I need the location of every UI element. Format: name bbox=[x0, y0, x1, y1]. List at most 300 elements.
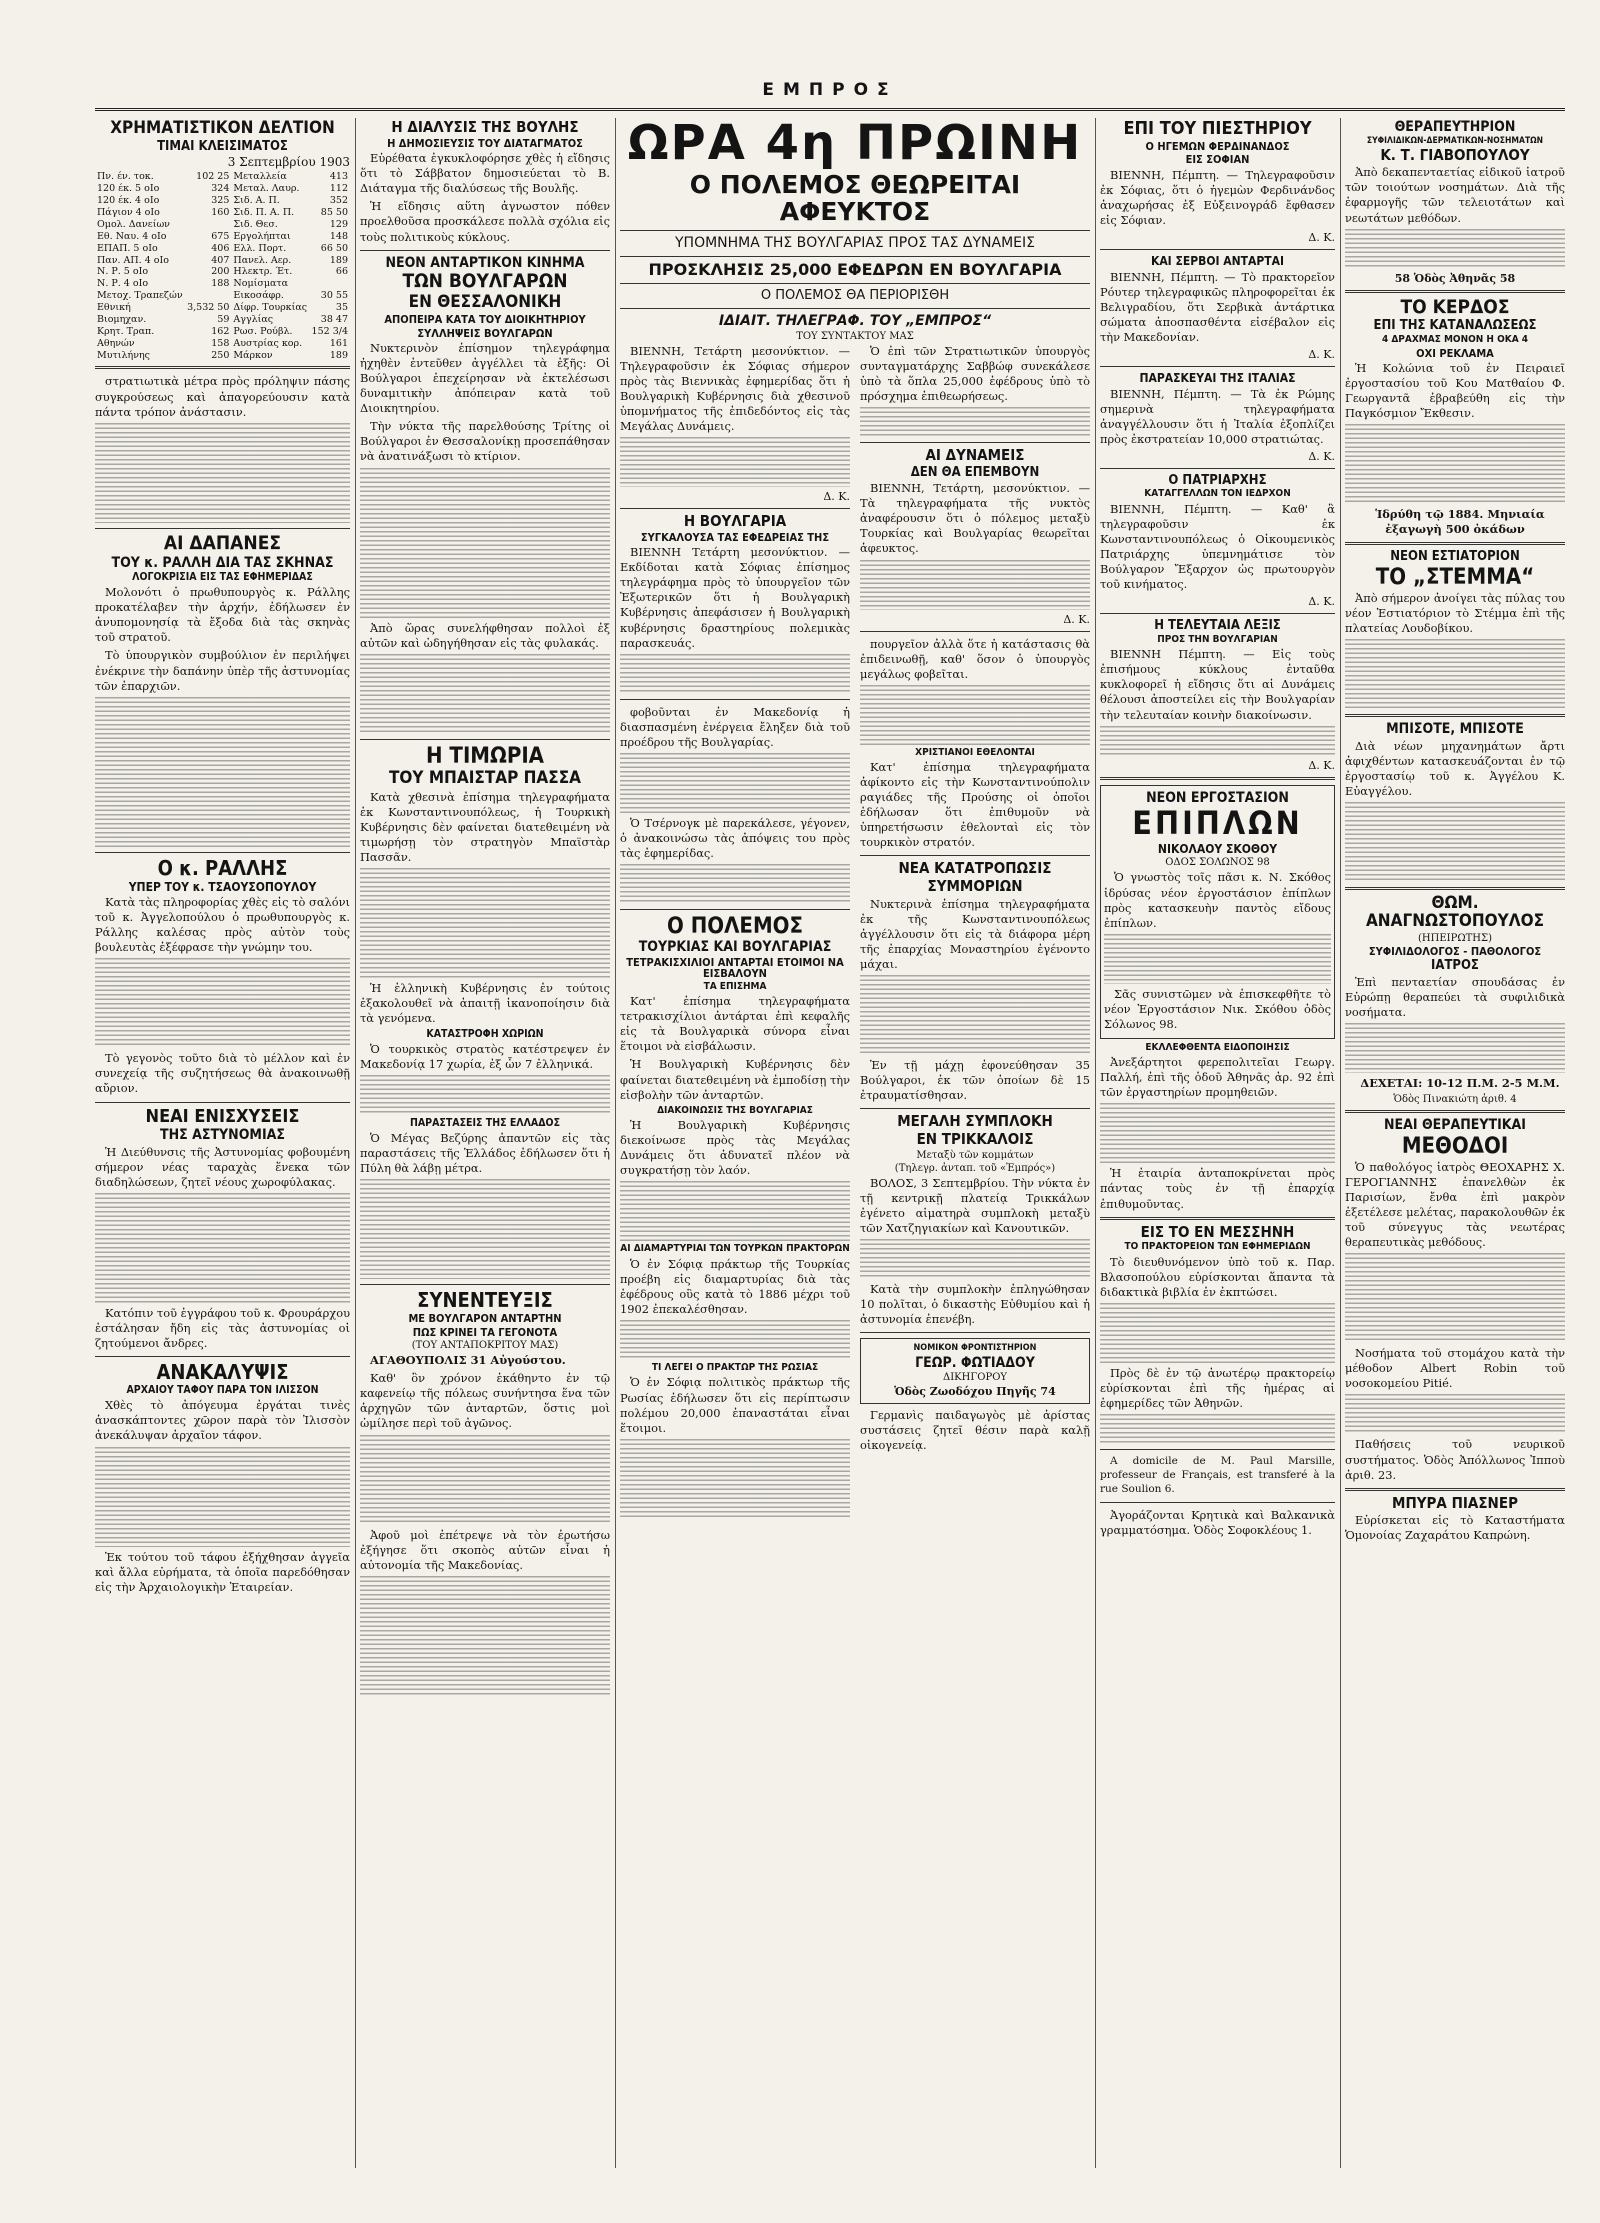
illegible-text bbox=[620, 654, 850, 694]
rate-cell: 325 bbox=[211, 195, 230, 207]
illegible-text bbox=[860, 560, 1090, 610]
article-heading: ΝΕΟΝ ΑΝΤΑΡΤΙΚΟΝ ΚΙΝΗΜΑ bbox=[385, 254, 585, 271]
divider bbox=[1345, 887, 1565, 890]
article-subheading: Μεταξὺ τῶν κομμάτων bbox=[916, 1149, 1034, 1161]
illegible-text bbox=[860, 685, 1090, 745]
article-heading: Η ΤΕΛΕΥΤΑΙΑ ΛΕΞΙΣ bbox=[1154, 618, 1281, 634]
illegible-text bbox=[1345, 1253, 1565, 1343]
rate-cell: 152 3/4 bbox=[311, 325, 348, 337]
ad-heading: ΜΕΘΟΔΟΙ bbox=[1401, 1133, 1509, 1159]
article-text: Κατ' ἐπίσημα τηλεγραφήματα ἀφίκοντο εἰς τὴν Κωνσταντινούπολιν ραγιάδες τῆς Προύσης οἱ ὁποῖοι ἐδήλωσαν ὅτι ἐπιθυμοῦν νὰ ὑπηρετήσωσιν ἐθελονταὶ εἰς τὸν τουρκικὸν στρατόν. bbox=[860, 760, 1090, 850]
column-rule bbox=[1095, 118, 1096, 2168]
rate-cell: 189 bbox=[329, 254, 348, 266]
article-text: Τὸ ὑπουργικὸν συμβούλιον ἐν περιλήψει ἐνέκρινε τὴν δαπάνην ὑπὲρ τῆς ἀστυνομίας τῶν ἐπαρχιῶν. bbox=[95, 648, 350, 693]
illegible-text bbox=[95, 958, 350, 1048]
divider bbox=[360, 1284, 610, 1285]
article-text: Ὁ ἐν Σόφιᾳ πολιτικὸς πράκτωρ τῆς Ρωσίας ἐδήλωσεν ὅτι εἰς περίπτωσιν πολέμου 20,000 ἐπαναστάται εἶναι ἕτοιμοι. bbox=[620, 1375, 850, 1435]
illegible-text bbox=[360, 1435, 610, 1525]
divider bbox=[1345, 542, 1565, 545]
rate-cell: 59 bbox=[217, 313, 230, 325]
article-text: ΒΙΕΝΝΗ, Πέμπτη. — Τηλεγραφοῦσιν ἐκ Σόφιας, ὅτι ὁ ἡγεμὼν Φερδινάνδος ἀναχωρήσας ἐξ Εὐξεινογράδ ἔφθασεν εἰς Σόφιαν. bbox=[1100, 167, 1335, 228]
rate-row bbox=[95, 219, 350, 231]
rate-cell: 35 bbox=[335, 302, 348, 314]
divider bbox=[1100, 1449, 1335, 1450]
illegible-text bbox=[95, 1193, 350, 1303]
illegible-text bbox=[1345, 802, 1565, 882]
rate-row bbox=[95, 255, 350, 267]
article-heading: Ο κ. ΡΑΛΛΗΣ bbox=[157, 855, 288, 880]
ad-address: ΟΔΟΣ ΣΟΛΩΝΟΣ 98 bbox=[1165, 857, 1270, 869]
divider bbox=[1100, 777, 1335, 780]
article-heading: ΤΩΝ ΒΟΥΛΓΑΡΩΝ bbox=[402, 270, 568, 293]
divider bbox=[95, 1356, 350, 1357]
rate-cell: 250 bbox=[211, 349, 230, 361]
illegible-text bbox=[360, 1075, 610, 1115]
article-text: Γερμανὶς παιδαγωγὸς μὲ ἀρίστας συστάσεις ζητεῖ θέσιν παρὰ καλῇ οἰκογενείᾳ. bbox=[860, 1408, 1090, 1453]
illegible-text bbox=[620, 1320, 850, 1360]
rate-cell: 3,532 50 bbox=[187, 302, 230, 314]
rate-cell: Κρητ. Τραπ. bbox=[97, 325, 155, 337]
article-subheading: ΤΟ ΠΡΑΚΤΟΡΕΙΟΝ ΤΩΝ ΕΦΗΜΕΡΙΔΩΝ bbox=[1124, 1241, 1311, 1253]
illegible-text bbox=[620, 1181, 850, 1241]
rate-cell: Μυτιλήνης bbox=[97, 349, 150, 361]
illegible-text bbox=[1345, 424, 1565, 504]
rate-cell: 160 bbox=[211, 207, 230, 219]
article-text: Μολονότι ὁ πρωθυπουργὸς κ. Ράλλης προκατέλαβεν τὴν ἀρχήν, ἐδήλωσεν ἐν ἀνυπομονησίᾳ τὰ ἔξοδα διὰ τὰς σκηνὰς τοῦ στρατοῦ. bbox=[95, 585, 350, 645]
article-heading: ΕΠΙ ΤΟΥ ΠΙΕΣΤΗΡΙΟΥ bbox=[1123, 118, 1312, 139]
rate-cell: Ν. Ρ. 5 οΙο bbox=[97, 266, 149, 278]
article-subheading: ΣΥΛΛΗΨΕΙΣ ΒΟΥΛΓΑΡΩΝ bbox=[417, 326, 553, 340]
advertisement bbox=[860, 1338, 1090, 1404]
signature: Δ. Κ. bbox=[1308, 595, 1335, 609]
lead-left-column bbox=[620, 344, 850, 1522]
illegible-text bbox=[1100, 1414, 1335, 1444]
article-subheading: ΤΟΥ κ. ΡΑΛΛΗ ΔΙΑ ΤΑΣ ΣΚΗΝΑΣ bbox=[111, 554, 334, 571]
rate-row bbox=[95, 290, 350, 302]
rate-row bbox=[95, 338, 350, 350]
ad-subheading: ΣΥΦΙΛΙΔΙΚΩΝ-ΔΕΡΜΑΤΙΚΩΝ-ΝΟΣΗΜΑΤΩΝ bbox=[1366, 135, 1544, 146]
divider bbox=[620, 508, 850, 509]
ad-heading: ΝΕΟΝ ΕΡΓΟΣΤΑΣΙΟΝ bbox=[1146, 789, 1289, 806]
rate-cell: Ν. Ρ. 4 οΙο bbox=[97, 278, 149, 290]
rate-cell: 407 bbox=[211, 254, 230, 266]
rate-cell: Ομολ. Δανείων bbox=[97, 218, 170, 230]
article-text: Νυκτερινὰ ἐπίσημα τηλεγραφήματα ἐκ τῆς Κωνσταντινουπόλεως ἀγγέλλουσιν ὅτι εἰς τὰ διάφορα μέρη τῆς ἐπαρχίας Μοναστηρίου ἐγένοντο μάχαι. bbox=[860, 896, 1090, 972]
illegible-text bbox=[360, 654, 610, 734]
divider bbox=[860, 442, 1090, 443]
ad-heading: ΝΕΑΙ ΘΕΡΑΠΕΥΤΙΚΑΙ bbox=[1384, 1117, 1526, 1134]
column-2 bbox=[360, 118, 610, 2168]
illegible-text bbox=[620, 753, 850, 813]
rate-cell: 30 55 bbox=[320, 290, 348, 302]
rate-cell: 188 bbox=[211, 278, 230, 290]
rate-cell: Νομίσματα bbox=[233, 278, 289, 290]
divider bbox=[95, 1102, 350, 1103]
article-heading: Ο ΠΟΛΕΜΟΣ bbox=[667, 913, 803, 939]
rate-cell: Σιδ. Π. Α. Π. bbox=[233, 207, 295, 219]
ad-address: Ὁδὸς Ζωοδόχου Πηγῆς 74 bbox=[894, 1385, 1056, 1399]
article-text: Ὁ Μέγας Βεζύρης ἀπαντῶν εἰς τὰς παραστάσεις τῆς Ἑλλάδος ἐδήλωσεν ὅτι ἡ Πύλη θὰ λάβῃ μέτρα. bbox=[360, 1131, 610, 1176]
rate-row bbox=[95, 326, 350, 338]
illegible-text bbox=[1100, 726, 1335, 756]
column-rule bbox=[615, 118, 616, 2168]
rate-cell: 66 bbox=[335, 266, 348, 278]
illegible-text bbox=[360, 468, 610, 618]
article-text: ΒΙΕΝΝΗ, Πέμπτη. — Τὰ ἐκ Ρώμης σημερινὰ τηλεγραφήματα ἀναγγέλλουσιν ὅτι ἡ Ἰταλία ἐξοπλίζει πρὸς ἐκστρατείαν 10,000 στρατιώτας. bbox=[1100, 386, 1335, 446]
article-text: Χθὲς τὸ ἀπόγευμα ἐργάται τινὲς ἀνασκάπτοντες χῶρον παρὰ τὸν Ἰλισσὸν ἀνεκάλυψαν ἀρχαῖον τάφον. bbox=[95, 1398, 350, 1443]
rate-cell: 324 bbox=[211, 183, 230, 195]
divider bbox=[620, 256, 1090, 257]
rate-cell: Εργολήπται bbox=[233, 230, 291, 242]
byline: (Τηλεγρ. ἀνταπ. τοῦ «Ἐμπρός») bbox=[894, 1162, 1056, 1174]
telegram-heading: ΙΔΙΑΙΤ. ΤΗΛΕΓΡΑΦ. ΤΟΥ „ΕΜΠΡΟΣ“ bbox=[718, 313, 992, 330]
illegible-text bbox=[620, 864, 850, 904]
rate-cell: 161 bbox=[329, 337, 348, 349]
article-text: Ἡ Βουλγαρικὴ Κυβέρνησις διεκοίνωσε πρὸς τὰς Μεγάλας Δυνάμεις ὅτι ἀδυνατεῖ πλέον νὰ συγκρατήσῃ τὸν λαόν. bbox=[620, 1118, 850, 1178]
article-subheading: ΚΑΤΑΓΓΕΛΛΩΝ ΤΟΝ ΙΕΔΡΧΟΝ bbox=[1144, 488, 1291, 500]
ad-text: Ἱδρύθη τῷ 1884. Μηνιαία ἐξαγωγὴ 500 ὀκάδων bbox=[1375, 507, 1545, 537]
rate-cell: Αυστρίας κορ. bbox=[233, 337, 303, 349]
article-subheading: ΕΙΣ ΣΟΦΙΑΝ bbox=[1185, 153, 1250, 167]
rate-cell: ΕΠΑΠ. 5 οΙο bbox=[97, 242, 158, 254]
article-text: Κατὰ τὰς πληροφορίας χθὲς εἰς τὸ σαλόνι τοῦ κ. Ἀγγελοπούλου ὁ πρωθυπουργὸς κ. Ράλλης καλέσας πρὸς αὐτὸν τοὺς βουλευτὰς ἐξέφρασε τὴν γνώμην του. bbox=[95, 895, 350, 955]
article-subheading: ΧΡΙΣΤΙΑΝΟΙ ΕΘΕΛΟΝΤΑΙ bbox=[915, 746, 1035, 758]
article-text: Ὁ τουρκικὸς στρατὸς κατέστρεψεν ἐν Μακεδονίᾳ 17 χωρία, ἐξ ὧν 7 ἐλληνικά. bbox=[360, 1041, 610, 1071]
article-text: Καθ' ὃν χρόνον ἐκάθηντο ἐν τῷ καφενείῳ τῆς πόλεως συνήντησα ἕνα τῶν ἀρχηγῶν τῶν ἀνταρτῶν, ὅστις μοὶ ὡμίλησε περὶ τοῦ ἀγῶνος. bbox=[360, 1371, 610, 1431]
rate-cell: 112 bbox=[329, 183, 348, 195]
lead-article-columns bbox=[620, 344, 1090, 1522]
illegible-text bbox=[360, 1179, 610, 1279]
article-subheading: ΤΕΤΡΑΚΙΣΧΙΛΙΟΙ ΑΝΤΑΡΤΑΙ ΕΤΟΙΜΟΙ ΝΑ ΕΙΣΒΑΛΟΥΝ bbox=[626, 955, 844, 981]
article-subheading: ΣΥΓΚΑΛΟΥΣΑ ΤΑΣ ΕΦΕΔΡΕΙΑΣ ΤΗΣ bbox=[640, 530, 830, 544]
illegible-text bbox=[620, 437, 850, 487]
divider bbox=[95, 366, 350, 369]
rate-cell: Παν. ΑΠ. 4 οΙο bbox=[97, 254, 169, 266]
rate-cell: Ηλεκτρ. Έτ. bbox=[233, 266, 293, 278]
rate-cell bbox=[309, 278, 350, 290]
ad-heading: ΕΠΙΠΛΩΝ bbox=[1132, 804, 1303, 843]
article-text: Ἀγοράζονται Κρητικὰ καὶ Βαλκανικὰ γραμματόσημα. Ὁδὸς Σοφοκλέους 1. bbox=[1100, 1507, 1335, 1537]
divider bbox=[1100, 1502, 1335, 1503]
signature: Δ. Κ. bbox=[823, 489, 850, 503]
article-text: Τὴν νύκτα τῆς παρελθούσης Τρίτης οἱ Βούλγαροι ἐν Θεσσαλονίκῃ προσεπάθησαν νὰ ἀνατινάξωσι τὸ κτίριον. bbox=[360, 419, 610, 464]
illegible-text bbox=[860, 1239, 1090, 1279]
illegible-text bbox=[95, 1447, 350, 1547]
article-heading: ΠΑΡΑΣΚΕΥΑΙ ΤΗΣ ΙΤΑΛΙΑΣ bbox=[1139, 371, 1296, 385]
article-subheading: ΤΗΣ ΑΣΤΥΝΟΜΙΑΣ bbox=[159, 1127, 285, 1144]
article-text: Τὸ διευθυνόμενον ὑπὸ τοῦ κ. Παρ. Βλασοπούλου εὑρίσκονται ἅπαντα τὰ διδακτικὰ βιβλία ἐν ἐκπτώσει. bbox=[1100, 1254, 1335, 1299]
rate-cell: Δίφρ. Τουρκίας bbox=[233, 302, 308, 314]
article-subheading: ΚΑΤΑΣΤΡΟΦΗ ΧΩΡΙΩΝ bbox=[426, 1027, 544, 1040]
finance-subheading: ΤΙΜΑΙ ΚΛΕΙΣΙΜΑΤΟΣ bbox=[157, 138, 288, 154]
article-subheading: ΑΙ ΔΙΑΜΑΡΤΥΡΙΑΙ ΤΩΝ ΤΟΥΡΚΩΝ ΠΡΑΚΤΟΡΩΝ bbox=[620, 1243, 850, 1255]
rate-cell: 406 bbox=[211, 242, 230, 254]
divider bbox=[1100, 468, 1335, 469]
article-heading: ΕΝ ΘΕΣΣΑΛΟΝΙΚΗ bbox=[408, 292, 562, 313]
ad-heading: Κ. Τ. ΓΙΑΒΟΠΟΥΛΟΥ bbox=[1380, 145, 1530, 164]
illegible-text bbox=[1104, 934, 1331, 984]
article-subheading: ΤΙ ΛΕΓΕΙ Ο ΠΡΑΚΤΩΡ ΤΗΣ ΡΩΣΙΑΣ bbox=[651, 1361, 819, 1373]
article-heading: ΜΕΓΑΛΗ ΣΥΜΠΛΟΚΗ bbox=[897, 1112, 1053, 1131]
illegible-text bbox=[1345, 229, 1565, 269]
finance-date: 3 Σεπτεμβρίου 1903 bbox=[227, 155, 350, 170]
article-text: Ὁ Τσέρνογκ μὲ παρεκάλεσε, γέγονεν, ὁ ἀνακοινώσω τὰς ἀπόψεις του πρὸς τὰς ἐφημερίδας. bbox=[620, 815, 850, 860]
article-heading: Ο ΠΑΤΡΙΑΡΧΗΣ bbox=[1168, 472, 1267, 488]
article-subheading: ΑΠΟΠΕΙΡΑ ΚΑΤΑ ΤΟΥ ΔΙΟΙΚΗΤΗΡΙΟΥ bbox=[384, 313, 586, 327]
rate-cell: Εθ. Ναυ. 4 οΙο bbox=[97, 230, 167, 242]
divider bbox=[620, 909, 850, 910]
divider bbox=[95, 852, 350, 853]
rate-row bbox=[95, 302, 350, 314]
rate-row bbox=[95, 266, 350, 278]
article-heading: Η ΤΙΜΩΡΙΑ bbox=[425, 743, 544, 769]
illegible-text bbox=[360, 1576, 610, 1696]
article-text: πουργεῖον ἀλλὰ ὅτε ἡ κατάστασις θὰ ἐπιδεινωθῇ, καθ' ὅσον ὁ ὑπουργὸς μεγάλως φοβεῖται. bbox=[860, 636, 1090, 681]
rate-cell: 102 25 bbox=[196, 171, 230, 183]
article-text: Ἀπὸ ὥρας συνελήφθησαν πολλοὶ ἐξ αὐτῶν καὶ ὡδηγήθησαν εἰς τὰς φυλακάς. bbox=[360, 620, 610, 650]
article-heading: ΣΥΜΜΟΡΙΩΝ bbox=[927, 877, 1023, 896]
article-text: Ἡ Διεύθυνσις τῆς Ἀστυνομίας φοβουμένη σήμερον νέας ταραχὰς ἕνεκα τῶν διαδηλώσεων, ζητεῖ νέους χωροφύλακας. bbox=[95, 1145, 350, 1190]
article-text: Τὸ γεγονὸς τοῦτο διὰ τὸ μέλλον καὶ ἐν συνεχείᾳ τῆς συζητήσεως θὰ ἀνακοινωθῇ αὔριον. bbox=[95, 1051, 350, 1096]
ad-text: Ἐπὶ πενταετίαν σπουδάσας ἐν Εὐρώπῃ θεραπεύει τὰ συφιλιδικὰ νοσήματα. bbox=[1345, 975, 1565, 1020]
article-text: φοβοῦνται ἐν Μακεδονίᾳ ἡ διασπασμένη ἐνέργεια ἔληξεν διὰ τοῦ προέδρου τῆς Βουλγαρίας. bbox=[620, 704, 850, 749]
ad-subheading: ΣΥΦΙΛΙΔΟΛΟΓΟΣ - ΠΑΘΟΛΟΓΟΣ bbox=[1368, 944, 1542, 958]
article-text: A domicile de M. Paul Marsille, professeur de Français, est transferé à la rue Soulion 6. bbox=[1100, 1455, 1335, 1495]
column-rule bbox=[1340, 118, 1341, 2168]
rate-cell: 675 bbox=[211, 230, 230, 242]
byline: ΤΟΥ ΣΥΝΤΑΚΤΟΥ ΜΑΣ bbox=[796, 330, 914, 342]
rate-cell: Αθηνών bbox=[97, 337, 135, 349]
article-text: στρατιωτικὰ μέτρα πρὸς πρόληψιν πάσης συγκρούσεως καὶ ἀπαγορεύουσιν κατὰ πάντα τρόπον ἀνάστασιν. bbox=[95, 374, 350, 419]
divider bbox=[1345, 1110, 1565, 1113]
ad-heading: ΤΟ ΚΕΡΔΟΣ bbox=[1400, 295, 1510, 318]
rate-cell bbox=[185, 219, 231, 231]
rate-cell: Πν. έν. τοκ. bbox=[97, 171, 154, 183]
ad-heading: ΕΠΙ ΤΗΣ ΚΑΤΑΝΑΛΩΣΕΩΣ bbox=[1373, 318, 1537, 334]
article-subheading: Η ΔΗΜΟΣΙΕΥΣΙΣ ΤΟΥ ΔΙΑΤΑΓΜΑΤΟΣ bbox=[387, 136, 583, 150]
illegible-text bbox=[620, 1439, 850, 1519]
article-subheading: ΤΑ ΕΠΙΣΗΜΑ bbox=[703, 980, 767, 992]
advertisement bbox=[1100, 785, 1335, 1039]
ad-text: Παθήσεις τοῦ νευρικοῦ συστήματος. Ὁδὸς Ἀπόλλωνος Ἰπποὺ ἀριθ. 23. bbox=[1345, 1437, 1565, 1482]
article-heading: ΕΙΣ ΤΟ ΕΝ ΜΕΣΣΗΝΗ bbox=[1140, 1222, 1295, 1241]
rate-cell: Μεταλλεία bbox=[233, 171, 287, 183]
ad-text: Σᾶς συνιστῶμεν νὰ ἐπισκεφθῆτε τὸ νέον Ἐργοστάσιον Νικ. Σκόθου ὁδὸς Σόλωνος 98. bbox=[1104, 986, 1331, 1031]
article-text: Κατ' ἐπίσημα τηλεγραφήματα τετρακισχίλιοι ἀντάρται ἐπὶ κεφαλῆς εἰς τὰ Βουλγαρικὰ σύνορα εἶναι ἕτοιμοι νὰ εἰσβάλωσιν. bbox=[620, 994, 850, 1054]
article-heading: ΚΑΙ ΣΕΡΒΟΙ ΑΝΤΑΡΤΑΙ bbox=[1150, 254, 1285, 269]
illegible-text bbox=[360, 868, 610, 978]
article-text: ΒΙΕΝΝΗ, Πέμπτη. — Τὸ πρακτορεῖον Ρόυτερ τηλεγραφικῶς πληροφορεῖται ἐκ Βελιγραδίου, ὅτι Σερβικὰ ἀντάρτικα σώματα ἀποσπασθέντα εἰσέβαλον εἰς τὴν Μακεδονίαν. bbox=[1100, 269, 1335, 344]
column-1 bbox=[95, 118, 350, 2168]
article-heading: ΝΕΑ ΚΑΤΑΤΡΟΠΩΣΙΣ bbox=[898, 859, 1052, 878]
rate-row bbox=[95, 278, 350, 290]
ad-heading: ΓΕΩΡ. ΦΩΤΙΑΔΟΥ bbox=[915, 1354, 1035, 1371]
ad-heading: ΝΕΟΝ ΕΣΤΙΑΤΟΡΙΟΝ bbox=[1390, 549, 1520, 565]
rate-cell: Μάρκον bbox=[233, 349, 273, 361]
signature: Δ. Κ. bbox=[1308, 758, 1335, 772]
rate-cell: Σιδ. Θεσ. bbox=[233, 218, 278, 230]
signature: Δ. Κ. bbox=[1308, 348, 1335, 361]
article-subheading: ΠΑΡΑΣΤΑΣΕΙΣ ΤΗΣ ΕΛΛΑΔΟΣ bbox=[409, 1117, 561, 1130]
ad-heading: ΜΠΙΣΟΤΕ, ΜΠΙΣΟΤΕ bbox=[1386, 721, 1524, 738]
lead-subheadline: ΠΡΟΣΚΛΗΣΙΣ 25,000 ΕΦΕΔΡΩΝ ΕΝ ΒΟΥΛΓΑΡΙΑ bbox=[648, 259, 1062, 279]
illegible-text bbox=[860, 975, 1090, 1055]
ad-heading: ΜΠΥΡΑ ΠΙΑΣΝΕΡ bbox=[1392, 1493, 1518, 1512]
rate-cell bbox=[185, 290, 231, 302]
lead-subheadline: Ο ΠΟΛΕΜΟΣ ΘΑ ΠΕΡΙΟΡΙΣΘΗ bbox=[760, 288, 950, 304]
ad-text: Ὁ γνωστὸς τοῖς πᾶσι κ. Ν. Σκόθος ἱδρύσας νέον ἐργοστάσιον ἐπίπλων πρὸς κατασκευὴν παντὸς εἴδους ἐπίπλων. bbox=[1104, 870, 1331, 930]
divider bbox=[860, 855, 1090, 856]
divider bbox=[1100, 1217, 1335, 1220]
article-text: ΒΙΕΝΝΗ Τετάρτη μεσονύκτιον. — Εκδίδοται κατὰ Σόφιας ἐπίσημος τηλεγράφημα πρὸς τὸ ὑπουργεῖον τῶν Ἐξωτερικῶν ὅτι ἡ Βουλγαρικὴ Κυβέρνησις ἀπεφάσισεν ἡ Βουλγαρικὴ κυβέρνησις δραστηρίους πολεμικὰς παρασκευάς. bbox=[620, 545, 850, 650]
rate-cell: 352 bbox=[329, 195, 348, 207]
article-text: ΒΟΛΟΣ, 3 Σεπτεμβρίου. Τὴν νύκτα ἐν τῇ κεντρικῇ πλατείᾳ Τρικκάλων ἐγένετο αἱματηρὰ συμπλοκὴ μεταξὺ τῶν Χατζηγιακίων καὶ Κανουτικῶν. bbox=[860, 1175, 1090, 1235]
finance-heading: ΧΡΗΜΑΤΙΣΤΙΚΟΝ ΔΕΛΤΙΟΝ bbox=[110, 118, 335, 138]
rate-cell: Ρωσ. Ρούβλ. bbox=[233, 325, 293, 337]
ad-subheading: 4 ΔΡΑΧΜΑΣ ΜΟΝΟΝ Η ΟΚΑ 4 bbox=[1381, 334, 1529, 346]
divider bbox=[860, 1332, 1090, 1333]
article-subheading: ΔΕΝ ΘΑ ΕΠΕΜΒΟΥΝ bbox=[910, 464, 1040, 480]
rate-row bbox=[95, 314, 350, 326]
ad-subheading: ΔΙΚΗΓΟΡΟΥ bbox=[942, 1372, 1008, 1384]
ad-hours: ΔΕΧΕΤΑΙ: 10-12 Π.Μ. 2-5 Μ.Μ. bbox=[1360, 1076, 1560, 1091]
illegible-text bbox=[95, 423, 350, 523]
signature: Δ. Κ. bbox=[1063, 612, 1090, 626]
ad-subheading: ΝΟΜΙΚΟΝ ΦΡΟΝΤΙΣΤΗΡΙΟΝ bbox=[913, 1343, 1037, 1354]
illegible-text bbox=[1345, 639, 1565, 709]
rate-row bbox=[95, 171, 350, 183]
rate-cell: Μετοχ. Τραπεζών bbox=[97, 290, 183, 302]
article-text: Ὁ ἐν Σόφιᾳ πράκτωρ τῆς Τουρκίας προέβη εἰς διαμαρτυρίας διὰ τὰς ἐφέδρους οὓς κατὰ τὸ 1886 μέχρι τοῦ 1902 ἐπεκαλέσθησαν. bbox=[620, 1256, 850, 1316]
lead-subheadline: ΥΠΟΜΝΗΜΑ ΤΗΣ ΒΟΥΛΓΑΡΙΑΣ ΠΡΟΣ ΤΑΣ ΔΥΝΑΜΕΙΣ bbox=[674, 234, 1036, 251]
ad-heading: ΘΩΜ. ΑΝΑΓΝΩΣΤΟΠΟΥΛΟΣ bbox=[1365, 893, 1545, 932]
ad-subheading: ΟΧΙ ΡΕΚΛΑΜΑ bbox=[1416, 346, 1494, 360]
article-text: Κατὰ τὴν συμπλοκὴν ἐπληγώθησαν 10 πολῖται, ὁ δικαστὴς Εὐθυμίου καὶ ἡ ἀστυνομία ἐπενέβη. bbox=[860, 1282, 1090, 1327]
divider bbox=[860, 631, 1090, 632]
byline: (ΤΟΥ ΑΝΤΑΠΟΚΡΙΤΟΥ ΜΑΣ) bbox=[411, 1340, 559, 1352]
article-text: ΒΙΕΝΝΗ, Τετάρτη μεσονύκτιον. — Τηλεγραφοῦσιν ἐκ Σόφιας σήμερον πρὸς τὰς Βιεννικὰς ἐφημερίδας ὅτι ἡ Βουλγαρικὴ Κυβέρνησις διὰ χθεσινοῦ ὑπομνήματος τῆς ἐπιδεδόντος εἰς τὰς Μεγάλας Δυνάμεις. bbox=[620, 343, 850, 433]
rate-cell: Αγγλίας bbox=[233, 313, 274, 325]
exchange-rates-table bbox=[95, 171, 350, 361]
ad-text: Διὰ νέων μηχανημάτων ἄρτι ἀφιχθέντων κατασκευάζονται ἐν τῷ ἐργοστασίῳ τοῦ κ. Ἀγγέλου Κ. Εὐαγγέλου. bbox=[1345, 739, 1565, 799]
rate-row bbox=[95, 195, 350, 207]
illegible-text bbox=[95, 697, 350, 847]
article-text: Ἡ ἑλληνικὴ Κυβέρνησις ἐν τούτοις ἐξακολουθεῖ νὰ ἀπαιτῇ ἱκανοποίησιν διὰ τὰ γενόμενα. bbox=[360, 980, 610, 1025]
article-text: Πρὸς δὲ ἐν τῷ ἀνωτέρῳ πρακτορείῳ εὑρίσκονται ἐπὶ τῆς ἡμέρας αἱ ἐφημερίδες τῶν Ἀθηνῶν. bbox=[1100, 1365, 1335, 1411]
ad-text: Ἡ Κολώνια τοῦ ἐν Πειραιεῖ ἐργοστασίου τοῦ Κου Ματθαίου Φ. Γεωργαντᾶ ἐβραβεύθη εἰς τὴν Παγκόσμιον Ἔκθεσιν. bbox=[1345, 361, 1565, 421]
signature: Δ. Κ. bbox=[1308, 449, 1335, 463]
rate-row bbox=[95, 350, 350, 362]
rate-cell: Πάγιον 4 οΙο bbox=[97, 207, 160, 219]
divider bbox=[1345, 290, 1565, 293]
rate-cell: 85 50 bbox=[320, 207, 348, 219]
illegible-text bbox=[1345, 1023, 1565, 1073]
article-text: Ἐκ τούτου τοῦ τάφου ἐξήχθησαν ἀγγεῖα καὶ ἄλλα εὑρήματα, τὰ ὁποῖα παρεδόθησαν εἰς τὴν Ἀρχαιολογικὴν Ἑταιρείαν. bbox=[95, 1549, 350, 1594]
column-rule bbox=[355, 118, 356, 2168]
rate-cell: Ελλ. Πορτ. bbox=[233, 242, 287, 254]
rate-cell: 189 bbox=[329, 349, 348, 361]
article-heading: ΑΙ ΔΑΠΑΝΕΣ bbox=[163, 531, 282, 554]
ad-text: Νοσήματα τοῦ στομάχου κατὰ τὴν μέθοδον Albert Robin τοῦ νοσοκομείου Pitié. bbox=[1345, 1346, 1565, 1391]
rate-cell: 413 bbox=[329, 171, 348, 183]
divider bbox=[95, 528, 350, 529]
divider bbox=[860, 1108, 1090, 1109]
ad-subheading: ΝΙΚΟΛΑΟΥ ΣΚΟΘΟΥ bbox=[1157, 841, 1278, 856]
illegible-text bbox=[860, 407, 1090, 437]
rate-row bbox=[95, 231, 350, 243]
rate-row bbox=[95, 243, 350, 255]
divider bbox=[360, 739, 610, 740]
article-heading: ΤΟΥΡΚΙΑΣ ΚΑΙ ΒΟΥΛΓΑΡΙΑΣ bbox=[638, 938, 832, 955]
divider bbox=[620, 283, 1090, 284]
rate-cell: 158 bbox=[211, 337, 230, 349]
article-subheading: ΠΩΣ ΚΡΙΝΕΙ ΤΑ ΓΕΓΟΝΟΤΑ bbox=[412, 1325, 558, 1339]
illegible-text bbox=[1345, 1394, 1565, 1434]
article-text: Ἡ ἐταιρία ἀνταποκρίνεται πρὸς πάντας τοὺς ἐν τῇ ἐπαρχίᾳ ἐπιθυμοῦντας. bbox=[1100, 1166, 1335, 1211]
rate-row bbox=[95, 183, 350, 195]
article-heading: Η ΒΟΥΛΓΑΡΙΑ bbox=[683, 511, 787, 530]
article-heading: ΑΙ ΔΥΝΑΜΕΙΣ bbox=[925, 445, 1025, 464]
illegible-text bbox=[1100, 1103, 1335, 1163]
divider bbox=[620, 308, 1090, 309]
article-heading: Η ΔΙΑΛΥΣΙΣ ΤΗΣ ΒΟΥΛΗΣ bbox=[391, 118, 579, 136]
rate-cell: Σιδ. Α. Π. bbox=[233, 195, 280, 207]
article-subheading: ΥΠΕΡ ΤΟΥ κ. ΤΣΑΟΥΣΟΠΟΥΛΟΥ bbox=[128, 879, 317, 894]
article-subheading: ΠΡΟΣ ΤΗΝ ΒΟΥΛΓΑΡΙΑΝ bbox=[1157, 633, 1278, 645]
article-subheading: ΑΡΧΑΙΟΥ ΤΑΦΟΥ ΠΑΡΑ ΤΟΝ ΙΛΙΣΣΟΝ bbox=[126, 1384, 319, 1397]
rate-cell: 162 bbox=[211, 325, 230, 337]
divider bbox=[360, 250, 610, 251]
article-text: Ἐν τῇ μάχῃ ἐφονεύθησαν 35 Βούλγαροι, ἐκ τῶν ὁποίων δὲ 15 ἐτραυματίσθησαν. bbox=[860, 1058, 1090, 1103]
rate-cell: 200 bbox=[211, 266, 230, 278]
ad-subheading: ΙΑΤΡΟΣ bbox=[1431, 958, 1479, 974]
article-subheading: ΛΟΓΟΚΡΙΣΙΑ ΕΙΣ ΤΑΣ ΕΦΗΜΕΡΙΔΑΣ bbox=[132, 571, 313, 584]
article-heading: ΕΝ ΤΡΙΚΚΑΛΟΙΣ bbox=[916, 1130, 1034, 1149]
article-subheading: ΔΙΑΚΟΙΝΩΣΙΣ ΤΗΣ ΒΟΥΛΓΑΡΙΑΣ bbox=[657, 1104, 813, 1116]
dateline: ΑΓΑΘΟΥΠΟΛΙΣ 31 Αὐγούστου. bbox=[370, 1353, 566, 1368]
article-subheading: ΜΕ ΒΟΥΛΓΑΡΟΝ ΑΝΤΑΡΤΗΝ bbox=[408, 1312, 562, 1326]
article-text: Νυκτερινὸν ἐπίσημον τηλεγράφημα ἠχηθὲν ἐντεῦθεν ἀγγέλλει τὰ ἑξῆς: Οἱ Βούλγαροι ἐπεχείρησαν νὰ ἐκτελέσωσι δυναμιτικὴν ἀπόπειραν κατὰ τοῦ Διοικητηρίου. bbox=[360, 341, 610, 416]
rate-cell: 66 50 bbox=[320, 242, 348, 254]
illegible-text bbox=[1100, 1303, 1335, 1363]
divider bbox=[1100, 249, 1335, 250]
masthead-title: ΕΜΠΡΟΣ bbox=[762, 80, 898, 100]
rate-cell: 129 bbox=[329, 218, 348, 230]
ad-text: Ὁ παθολόγος ἰατρὸς ΘΕΟΧΑΡΗΣ Χ. ΓΕΡΟΓΙΑΝΝΗΣ ἐπανελθὼν ἐκ Παρισίων, ἔνθα ἐπὶ μακρὸν ἐξετέλεσε μελέτας, παρακολουθῶν ἐκ τοῦ σύνεγγυς τὰς νεωτέρας θεραπευτικὰς μεθόδους. bbox=[1345, 1160, 1565, 1250]
lead-headline: Ο ΠΟΛΕΜΟΣ ΘΕΩΡΕΙΤΑΙ ΑΦΕΥΚΤΟΣ bbox=[689, 170, 1021, 226]
column-4 bbox=[1100, 118, 1335, 2168]
article-text: Ὁ ἐπὶ τῶν Στρατιωτικῶν ὑπουργὸς συνταγματάρχης Σαββώφ συνεκάλεσε ὑπὸ τὰ ὅπλα 25,000 ἐφέδρους ὑπὸ τὸ πρόσχημα ἐπιθεωρήσεως. bbox=[860, 343, 1090, 403]
article-text: Κατὰ χθεσινὰ ἐπίσημα τηλεγραφήματα ἐκ Κωνσταντινουπόλεως, ἡ Τουρκικὴ Κυβέρνησις δὲν φαίνεται διατεθειμένη νὰ τιμωρήσῃ τὸν στρατηγὸν Μπαϊστὰρ Πασσᾶν. bbox=[360, 789, 610, 864]
article-text: Ἀφοῦ μοὶ ἐπέτρεψε νὰ τὸν ἐρωτήσω ἐξήγησε ὅτι σκοπὸς αὐτῶν εἶναι ἡ αὐτονομία τῆς Μακεδονίας. bbox=[360, 1527, 610, 1572]
rate-cell: Βιομηχαν. bbox=[97, 313, 147, 325]
article-text: Ἡ εἴδησις αὕτη ἀγνωστον πόθεν προελθοῦσα προσκάλεσε πολλὰ σχόλια εἰς τοὺς πολιτικοὺς κύκλους. bbox=[360, 199, 610, 244]
article-heading: ΑΝΑΚΑΛΥΨΙΣ bbox=[156, 1360, 289, 1385]
article-subheading: Ο ΗΓΕΜΩΝ ΦΕΡΔΙΝΑΝΔΟΣ bbox=[1145, 139, 1290, 153]
article-text: ΒΙΕΝΝΗ, Πέμπτη. — Καθ' ἃ τηλεγραφοῦσιν ἐκ Κωνσταντινουπόλεως ὁ Οἰκουμενικὸς Πατριάρχης ὑπεμνημάτισε τὸν Βούλγαρον Ἔξαρχον ὡς πρωτουργὸν τοῦ κινήματος. bbox=[1100, 501, 1335, 592]
rate-cell: 148 bbox=[329, 230, 348, 242]
rate-cell: 120 έκ. 4 οΙο bbox=[97, 195, 160, 207]
masthead bbox=[95, 80, 1565, 111]
rate-cell: 120 έκ. 5 οΙο bbox=[97, 183, 160, 195]
article-subheading: ΤΟΥ ΜΠΑΙΣΤΑΡ ΠΑΣΣΑ bbox=[389, 767, 581, 788]
column-5 bbox=[1345, 118, 1565, 2168]
divider bbox=[1100, 613, 1335, 614]
article-text: Εὑρέθατα ἐγκυκλοφόρησε χθὲς ἡ εἴδησις ὅτι τὸ Σάββατον δημοσιεύεται τὸ Β. Διάταγμα τῆς διαλύσεως τῆς Βουλῆς. bbox=[360, 151, 610, 196]
article-heading: ΕΚΛΛΕΦΘΕΝΤΑ ΕΙΔΟΠΟΙΗΣΙΣ bbox=[1145, 1041, 1290, 1053]
article-heading: ΣΥΝΕΝΤΕΥΞΙΣ bbox=[417, 1288, 553, 1313]
article-text: Ἀνεξάρτητοι φερεπολιτεῖαι Γεωργ. Παλλή, ἐπὶ τῆς ὁδοῦ Ἀθηνᾶς ἀρ. 92 ἐπὶ τῶν ἐργαστηρίων προμηθειῶν. bbox=[1100, 1055, 1335, 1100]
